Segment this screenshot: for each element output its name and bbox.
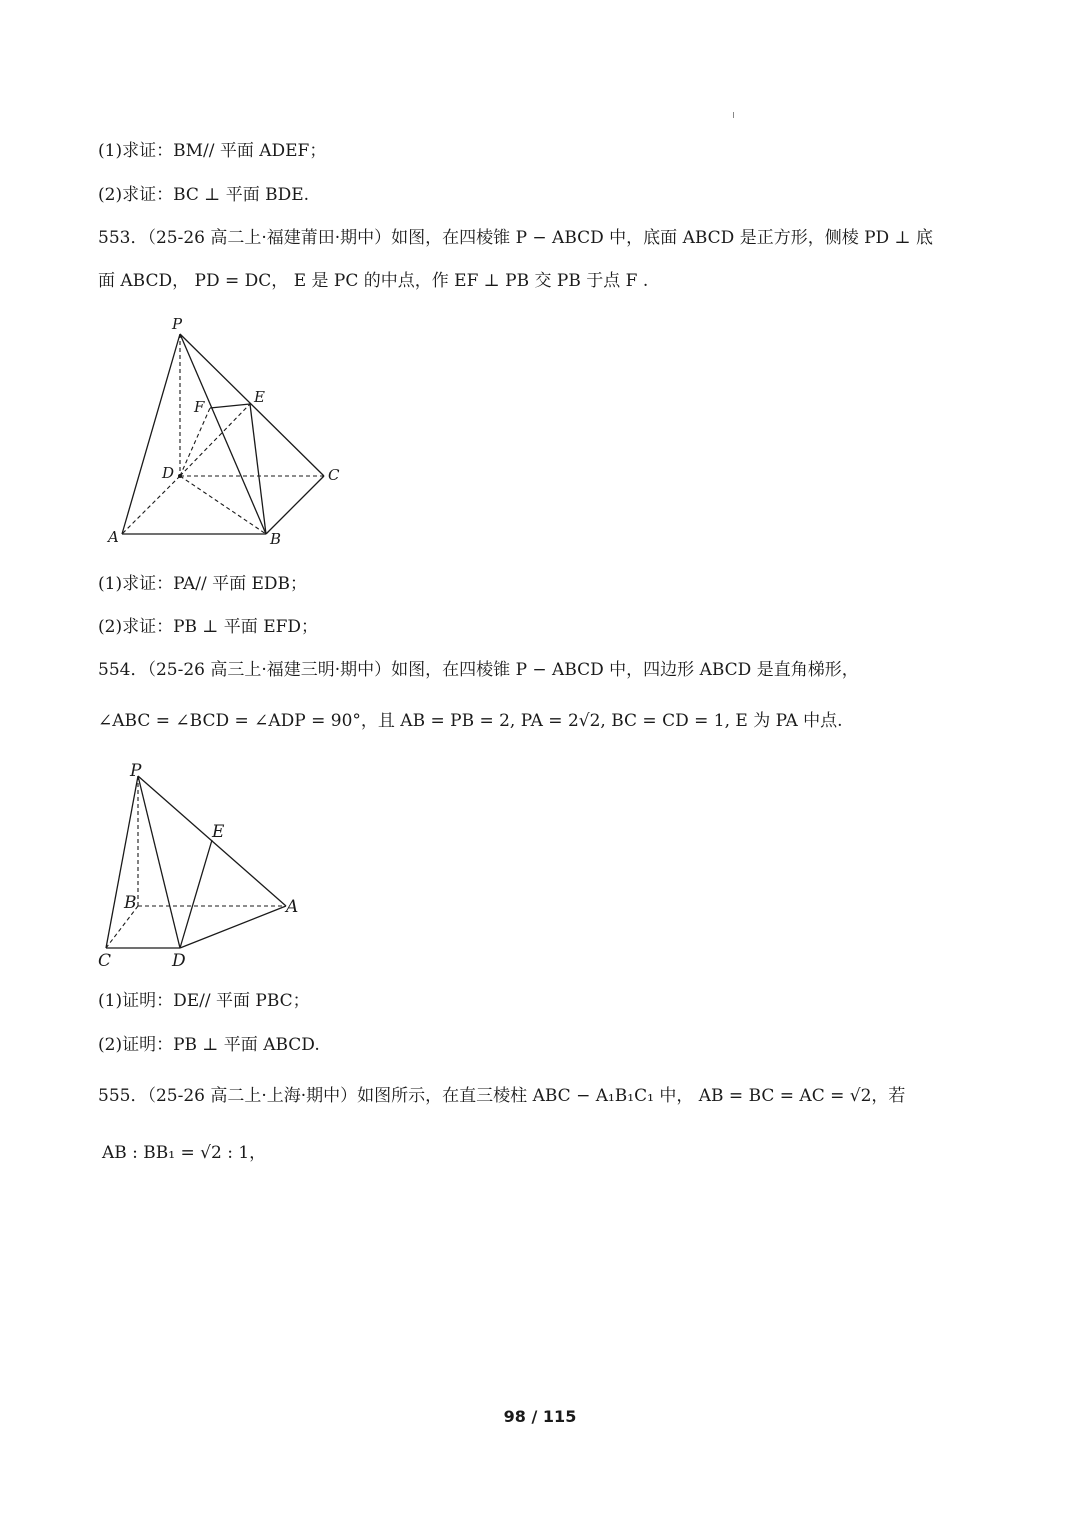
problem-553-figure (100, 312, 360, 552)
label-D: D (162, 464, 175, 482)
scan-mark (733, 112, 734, 118)
label-A: A (108, 528, 119, 546)
label-D: D (172, 951, 186, 971)
label-C: C (98, 951, 112, 971)
label-F: F (194, 398, 205, 416)
label-B: B (124, 893, 137, 913)
prev-question-part-2: (2)求证：BC ⊥ 平面 BDE. (98, 185, 310, 205)
problem-554-figure (90, 756, 320, 976)
prev-question-part-1: (1)求证：BM// 平面 ADEF； (98, 141, 327, 161)
problem-553-text-line-1: 553．（25-26 高二上·福建莆田·期中）如图，在四棱锥 P − ABCD 中，底面 ABCD 是正方形，侧棱 PD ⊥ 底 (98, 228, 933, 248)
problem-554-text-line-1: 554．（25-26 高三上·福建三明·期中）如图，在四棱锥 P − ABCD 中，四边形 ABCD 是直角梯形， (98, 660, 859, 680)
label-C: C (328, 466, 340, 484)
problem-554-question-2: (2)证明：PB ⊥ 平面 ABCD. (98, 1035, 320, 1055)
problem-553-text-line-2: 面 ABCD， PD = DC， E 是 PC 的中点，作 EF ⊥ PB 交 PB 于点 F . (98, 271, 649, 291)
page-number: 98 / 115 (503, 1407, 577, 1426)
problem-555-text-line-2: AB : BB₁ = √2 : 1， (102, 1143, 267, 1163)
label-P: P (172, 315, 183, 333)
problem-553-question-2: (2)求证：PB ⊥ 平面 EFD； (98, 617, 319, 637)
label-E: E (254, 388, 265, 406)
label-E: E (212, 822, 225, 842)
label-A: A (286, 897, 299, 917)
problem-554-text-line-2: ∠ABC = ∠BCD = ∠ADP = 90°，且 AB = PB = 2, PA = 2√2, BC = CD = 1, E 为 PA 中点. (98, 711, 843, 731)
problem-554-question-1: (1)证明：DE// 平面 PBC； (98, 991, 310, 1011)
problem-555-text-line-1: 555．（25-26 高二上·上海·期中）如图所示，在直三棱柱 ABC − A₁B₁C₁ 中， AB = BC = AC = √2，若 (98, 1086, 906, 1106)
problem-553-question-1: (1)求证：PA// 平面 EDB； (98, 574, 308, 594)
label-B: B (270, 530, 282, 548)
label-P: P (130, 761, 142, 781)
